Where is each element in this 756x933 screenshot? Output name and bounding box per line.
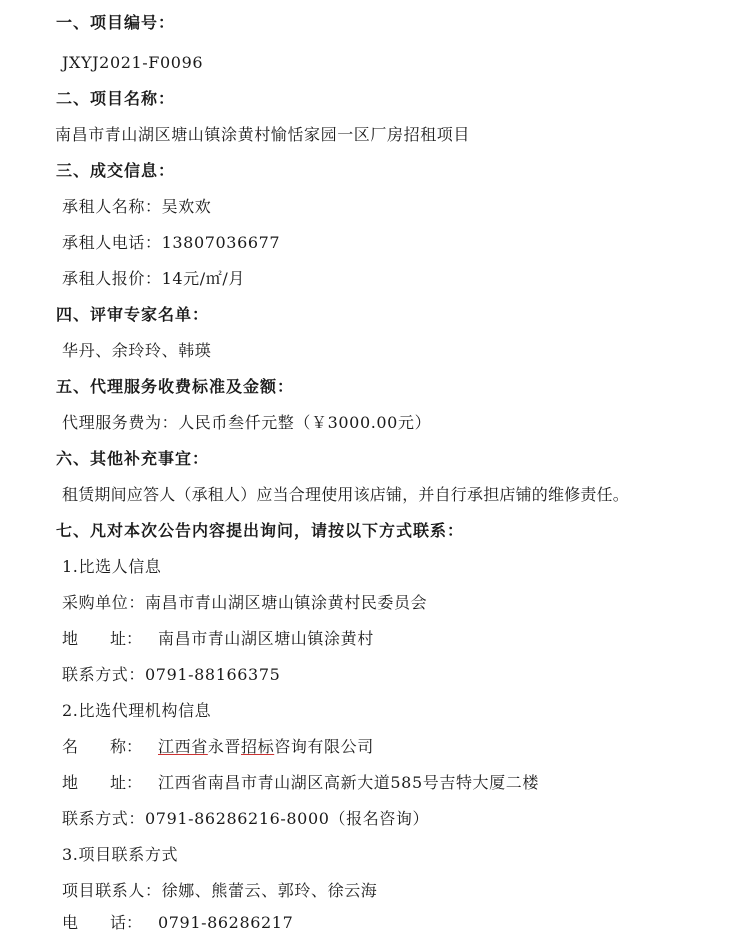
project-contact-title: 3.项目联系方式 <box>62 845 179 864</box>
agency-address-value: 江西省南昌市青山湖区高新大道585号吉特大厦二楼 <box>158 773 539 792</box>
agency-contact-value: 0791-86286216-8000（报名咨询） <box>145 809 430 828</box>
agency-name-part-1: 江西省 <box>158 737 208 756</box>
agency-address-row <box>62 773 539 793</box>
agency-name-part-2: 永晋 <box>207 737 242 756</box>
agency-address-label: 地 址： <box>62 773 143 792</box>
section-3-heading: 三、成交信息： <box>56 161 176 180</box>
lessee-name-value: 吴欢欢 <box>161 197 212 216</box>
section-1-heading: 一、项目编号： <box>56 13 176 32</box>
project-phone-value: 0791-86286217 <box>158 913 294 932</box>
lessee-phone-value: 13807036677 <box>161 233 281 252</box>
bidder-address-value: 南昌市青山湖区塘山镇涂黄村 <box>158 629 374 648</box>
lessee-name-label: 承租人名称： <box>62 197 162 216</box>
project-number: JXYJ2021-F0096 <box>62 53 204 72</box>
supplementary-note: 租赁期间应答人（承租人）应当合理使用该店铺，并自行承担店铺的维修责任。 <box>62 485 630 504</box>
bidder-address-label: 地 址： <box>62 629 143 648</box>
bidder-info-title: 1.比选人信息 <box>62 557 162 576</box>
section-4-heading: 四、评审专家名单： <box>56 305 210 324</box>
agency-name-row <box>62 737 374 757</box>
project-phone-label: 电 话： <box>62 913 143 932</box>
bidder-contact-row <box>62 665 280 685</box>
bidder-contact-value: 0791-88166375 <box>145 665 281 684</box>
project-contact-person-label: 项目联系人： <box>62 881 162 900</box>
bidder-contact-label: 联系方式： <box>62 665 146 684</box>
lessee-price-label: 承租人报价： <box>62 269 162 288</box>
project-contact-person-row <box>62 881 377 901</box>
lessee-price-row <box>62 269 245 289</box>
bidder-unit-value: 南昌市青山湖区塘山镇涂黄村民委员会 <box>145 593 428 612</box>
expert-list: 华丹、余玲玲、韩瑛 <box>62 341 212 360</box>
section-7-heading: 七、凡对本次公告内容提出询问，请按以下方式联系： <box>56 521 465 540</box>
section-6-heading: 六、其他补充事宜： <box>56 449 210 468</box>
lessee-name-row <box>62 197 211 217</box>
agency-name-part-3: 招标 <box>241 737 275 756</box>
agency-name-label: 名 称： <box>62 737 143 756</box>
bidder-unit-row <box>62 593 427 613</box>
lessee-price-value: 14元/㎡/月 <box>161 269 245 288</box>
project-phone-row <box>62 913 293 933</box>
lessee-phone-row <box>62 233 280 253</box>
agency-info-title: 2.比选代理机构信息 <box>62 701 212 720</box>
bidder-unit-label: 采购单位： <box>62 593 146 612</box>
service-fee: 代理服务费为：人民币叁仟元整（￥3000.00元） <box>62 413 432 432</box>
bidder-address-row <box>62 629 374 649</box>
agency-name-part-4: 咨询有限公司 <box>274 737 374 756</box>
section-5-heading: 五、代理服务收费标准及金额： <box>56 377 295 396</box>
agency-contact-row <box>62 809 429 829</box>
lessee-phone-label: 承租人电话： <box>62 233 162 252</box>
project-contact-person-value: 徐娜、熊蕾云、郭玲、徐云海 <box>161 881 378 900</box>
project-name: 南昌市青山湖区塘山镇涂黄村愉恬家园一区厂房招租项目 <box>55 125 471 144</box>
section-2-heading: 二、项目名称： <box>56 89 176 108</box>
agency-contact-label: 联系方式： <box>62 809 146 828</box>
